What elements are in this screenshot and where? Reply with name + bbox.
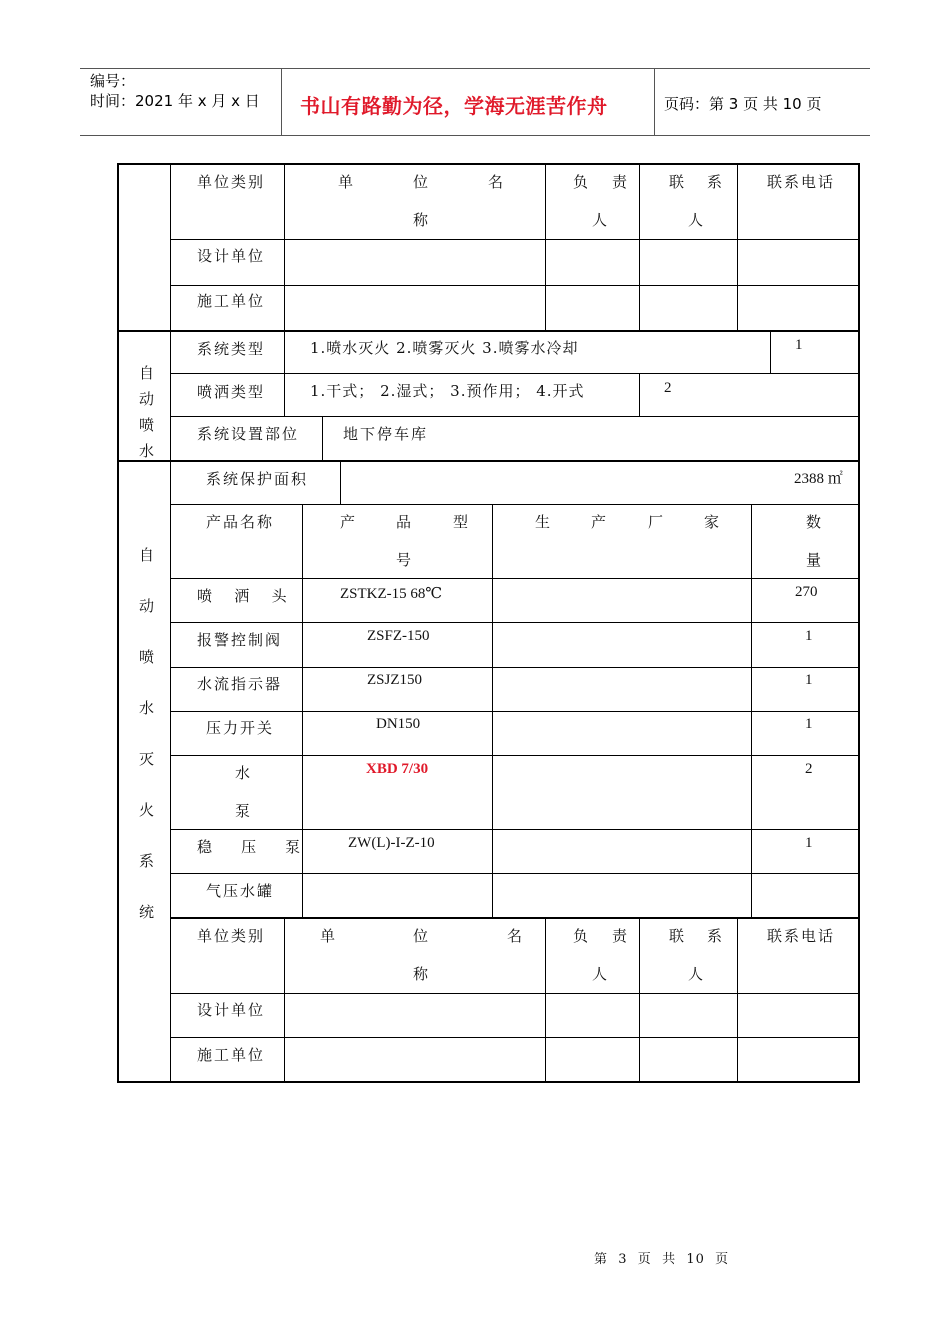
item-name: 气压水罐 — [206, 882, 275, 900]
col-owner: 责 — [612, 927, 630, 945]
col-unit-name: 位 — [413, 927, 431, 945]
item-name: 水流指示器 — [197, 675, 283, 693]
col-owner: 责 — [612, 173, 630, 191]
col-model: 型 — [453, 513, 471, 531]
col-unit-name: 单 — [338, 173, 356, 191]
col-unit-name: 位 — [413, 173, 431, 191]
item-model-highlight: XBD 7/30 — [366, 761, 429, 777]
item-model: DN150 — [376, 716, 421, 732]
col-owner: 负 — [573, 927, 591, 945]
col-unit-type: 单位类别 — [197, 927, 266, 945]
system-type-options: 1.喷水灭火 2.喷雾灭火 3.喷雾水冷却 — [310, 339, 579, 357]
header-bottom-rule — [80, 135, 870, 136]
col-unit-name: 名 — [488, 173, 506, 191]
col-model: 产 — [340, 513, 358, 531]
header-top-rule — [80, 68, 870, 69]
system-type-value: 1 — [795, 337, 803, 353]
sprinkler-type-label: 喷洒类型 — [197, 383, 266, 401]
col-contact: 联 — [669, 173, 687, 191]
item-model: ZSFZ-150 — [367, 628, 430, 644]
document-date: 时间：2021 年 x 月 x 日 — [90, 92, 260, 110]
col-unit-name: 称 — [413, 965, 431, 983]
area-value: 2388 ㎡ — [794, 471, 843, 487]
col-unit-name: 称 — [413, 211, 431, 229]
header-motto: 书山有路勤为径，学海无涯苦作舟 — [300, 94, 608, 118]
side-label-char: 喷 — [139, 648, 157, 666]
side-label-char: 火 — [139, 801, 157, 819]
location-value: 地下停车库 — [343, 425, 429, 443]
col-phone: 联系电话 — [767, 173, 836, 191]
item-name: 泵 — [235, 802, 253, 820]
side-label-char: 系 — [139, 852, 157, 870]
item-quantity: 270 — [795, 584, 818, 600]
col-phone: 联系电话 — [767, 927, 836, 945]
sprinkler-type-value: 2 — [664, 380, 672, 396]
col-contact: 系 — [707, 927, 725, 945]
item-quantity: 1 — [805, 628, 813, 644]
col-contact: 系 — [707, 173, 725, 191]
col-quantity: 数 — [806, 513, 824, 531]
row-design-unit: 设计单位 — [197, 1001, 266, 1019]
header-divider — [281, 68, 282, 136]
col-contact: 联 — [669, 927, 687, 945]
item-quantity: 1 — [805, 835, 813, 851]
item-quantity: 2 — [805, 761, 813, 777]
side-label-char: 水 — [139, 699, 157, 717]
row-design-unit: 设计单位 — [197, 247, 266, 265]
item-model: ZSTKZ-15 68℃ — [340, 586, 443, 602]
item-model: ZW(L)-I-Z-10 — [348, 835, 435, 851]
item-quantity: 1 — [805, 716, 813, 732]
col-unit-name: 名 — [507, 927, 525, 945]
location-label: 系统设置部位 — [197, 425, 300, 443]
col-contact: 人 — [688, 965, 706, 983]
col-model: 品 — [396, 513, 414, 531]
sprinkler-type-options: 1.干式； 2.湿式； 3.预作用； 4.开式 — [310, 382, 585, 400]
item-name: 报警控制阀 — [197, 631, 283, 649]
col-maker: 生 — [535, 513, 553, 531]
item-name: 喷 洒 头 — [197, 587, 289, 605]
col-unit-name: 单 — [320, 927, 338, 945]
row-build-unit: 施工单位 — [197, 1046, 266, 1064]
system-type-label: 系统类型 — [197, 340, 266, 358]
document-number-label: 编号： — [90, 72, 136, 90]
col-product-name: 产品名称 — [206, 513, 275, 531]
area-label: 系统保护面积 — [206, 470, 309, 488]
header-divider — [654, 68, 655, 136]
item-name: 水 — [235, 764, 253, 782]
item-name: 稳 压 泵 — [197, 838, 303, 856]
side-label-char: 动 — [139, 390, 157, 408]
item-model: ZSJZ150 — [367, 672, 423, 688]
col-contact: 人 — [688, 211, 706, 229]
side-label-char: 喷 — [139, 416, 157, 434]
col-unit-type: 单位类别 — [197, 173, 266, 191]
side-label-char: 灭 — [139, 750, 157, 768]
item-name: 压力开关 — [206, 719, 275, 737]
col-maker: 厂 — [648, 513, 666, 531]
col-owner: 人 — [592, 211, 610, 229]
col-maker: 产 — [591, 513, 609, 531]
side-label-char: 自 — [139, 546, 157, 564]
col-model: 号 — [396, 551, 414, 569]
col-owner: 人 — [592, 965, 610, 983]
item-quantity: 1 — [805, 672, 813, 688]
col-maker: 家 — [704, 513, 722, 531]
col-owner: 负 — [573, 173, 591, 191]
side-label-char: 动 — [139, 597, 157, 615]
side-label-char: 水 — [139, 442, 157, 460]
page-footer: 第 3 页 共 10 页 — [594, 1252, 730, 1267]
col-quantity: 量 — [806, 551, 824, 569]
row-build-unit: 施工单位 — [197, 292, 266, 310]
side-label-char: 统 — [139, 903, 157, 921]
side-label-char: 自 — [139, 364, 157, 382]
page-indicator: 页码：第 3 页 共 10 页 — [664, 95, 822, 113]
